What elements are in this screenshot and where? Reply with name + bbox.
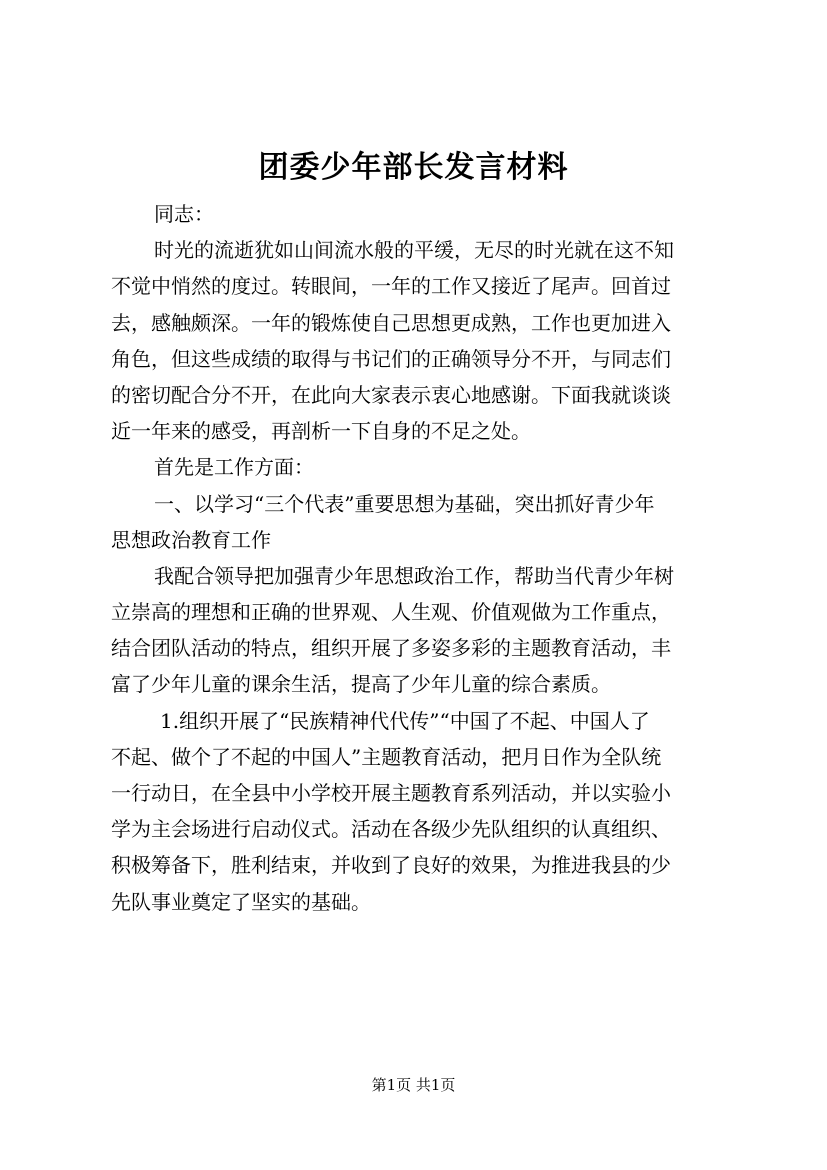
document-body xyxy=(111,196,741,920)
body-line: 首先是工作方面： xyxy=(154,455,314,480)
body-line: 一、以学习“三个代表”重要思想为基础，突出抓好青少年 xyxy=(154,491,655,516)
body-line: 同志： xyxy=(154,202,214,226)
body-line: 不起、做个了不起的中国人”主题教育活动，把月日作为全队统 xyxy=(111,744,662,769)
body-line: 积极筹备下，胜利结束，并收到了良好的效果，为推进我县的少 xyxy=(111,853,671,878)
body-line: 的密切配合分不开，在此向大家表示衷心地感谢。下面我就谈谈 xyxy=(111,382,671,407)
body-line: 去，感触颇深。一年的锻炼使自己思想更成熟，工作也更加进入 xyxy=(111,310,671,335)
page-footer: 第1页 共1页 xyxy=(371,1076,456,1094)
body-line: 时光的流逝犹如山间流水般的平缓，无尽的时光就在这不知 xyxy=(154,238,674,263)
body-line: 富了少年儿童的课余生活，提高了少年儿童的综合素质。 xyxy=(111,672,611,697)
body-line: 结合团队活动的特点，组织开展了多姿多彩的主题教育活动，丰 xyxy=(111,636,671,661)
body-line: 不觉中悄然的度过。转眼间，一年的工作又接近了尾声。回首过 xyxy=(111,274,671,299)
document-title: 团委少年部长发言材料 xyxy=(258,150,569,185)
body-line: 角色，但这些成绩的取得与书记们的正确领导分不开，与同志们 xyxy=(111,346,671,371)
body-line: 思想政治教育工作 xyxy=(111,527,271,552)
body-line: 一行动日，在全县中小学校开展主题教育系列活动，并以实验小 xyxy=(111,781,671,805)
body-line: 我配合领导把加强青少年思想政治工作，帮助当代青少年树 xyxy=(154,563,674,588)
body-line: 学为主会场进行启动仪式。活动在各级少先队组织的认真组织、 xyxy=(111,817,671,842)
body-line: 1.组织开展了“民族精神代代传”“中国了不起、中国人了 xyxy=(160,708,650,733)
body-line: 立崇高的理想和正确的世界观、人生观、价值观做为工作重点， xyxy=(111,600,671,625)
body-line: 先队事业奠定了坚实的基础。 xyxy=(111,889,371,914)
body-line: 近一年来的感受，再剖析一下自身的不足之处。 xyxy=(111,419,531,444)
